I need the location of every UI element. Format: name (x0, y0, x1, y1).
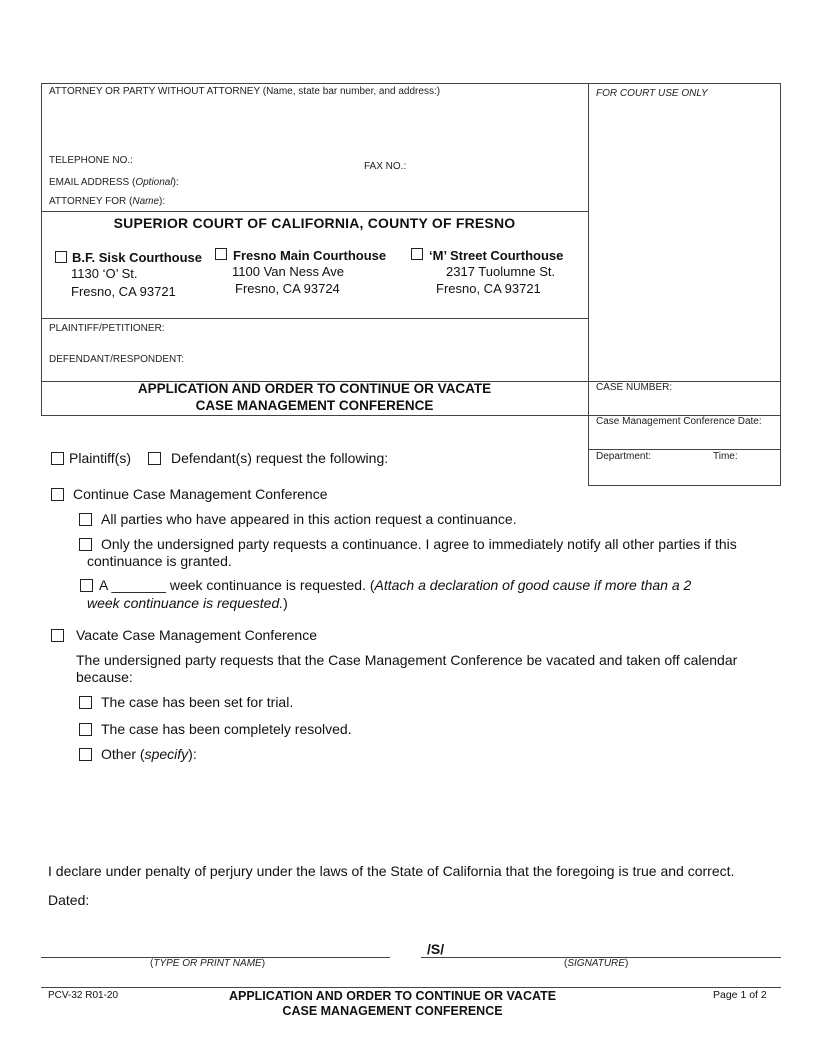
undersigned-party-label-line2: continuance is granted. (87, 553, 232, 569)
attorney-label: ATTORNEY OR PARTY WITHOUT ATTORNEY (Name, state bar number, and address:) (49, 86, 441, 97)
header-top-border (41, 83, 781, 84)
courthouse-main-address2: Fresno, CA 93724 (235, 281, 340, 296)
declaration-text: I declare under penalty of perjury under the laws of the State of California that the foregoing is true and correct. (48, 863, 735, 879)
other-checkbox[interactable] (79, 748, 92, 761)
case-box-mid-border (588, 449, 781, 450)
case-number-label: CASE NUMBER: (596, 382, 673, 393)
plaintiffs-label: Plaintiff(s) (69, 450, 131, 466)
header-divider-vertical (588, 83, 589, 416)
other-label: Other (specify): (101, 746, 197, 762)
time-label: Time: (713, 451, 738, 462)
all-parties-label: All parties who have appeared in this action request a continuance. (101, 511, 517, 527)
continue-cmc-label: Continue Case Management Conference (73, 486, 328, 502)
page-number: Page 1 of 2 (713, 989, 767, 1001)
form-title-line2: CASE MANAGEMENT CONFERENCE (195, 398, 434, 413)
header-left-border (41, 83, 42, 416)
case-box-left-border (588, 415, 589, 486)
continue-cmc-checkbox[interactable] (51, 488, 64, 501)
undersigned-party-label-line1: Only the undersigned party requests a continuance. I agree to immediately notify all other parties if this (101, 536, 737, 552)
footer-title-line1: APPLICATION AND ORDER TO CONTINUE OR VACATE (228, 989, 557, 1003)
court-use-label: FOR COURT USE ONLY (596, 88, 708, 99)
header-right-border (780, 83, 781, 486)
set-for-trial-checkbox[interactable] (79, 696, 92, 709)
department-label: Department: (596, 451, 652, 462)
vacate-desc-line2: because: (76, 669, 133, 685)
email-label: EMAIL ADDRESS (Optional): (49, 177, 179, 188)
vacate-cmc-checkbox[interactable] (51, 629, 64, 642)
fax-label: FAX NO.: (364, 161, 407, 172)
signature-caption: (SIGNATURE) (564, 958, 629, 969)
courthouse-sisk-address1: 1130 ‘O’ St. (71, 266, 138, 281)
courthouse-mstreet-address2: Fresno, CA 93721 (436, 281, 541, 296)
court-section-top-border (41, 211, 588, 212)
courthouse-sisk-checkbox[interactable] (55, 251, 67, 263)
courthouse-mstreet-checkbox[interactable] (411, 248, 423, 260)
parties-section-top-border (41, 318, 588, 319)
defendants-checkbox[interactable] (148, 452, 161, 465)
all-parties-checkbox[interactable] (79, 513, 92, 526)
defendants-label: Defendant(s) request the following: (171, 450, 389, 466)
court-name: SUPERIOR COURT OF CALIFORNIA, COUNTY OF FRESNO (113, 215, 516, 231)
attorney-for-label: ATTORNEY FOR (Name): (49, 196, 166, 207)
courthouse-sisk-name: B.F. Sisk Courthouse (72, 250, 203, 265)
case-box-bottom-border (588, 485, 781, 486)
week-continuance-checkbox[interactable] (80, 579, 93, 592)
vacate-cmc-label: Vacate Case Management Conference (76, 627, 317, 643)
vacate-desc-line1: The undersigned party requests that the Case Management Conference be vacated and taken off calendar (76, 652, 738, 668)
form-number: PCV-32 R01-20 (48, 990, 119, 1001)
set-for-trial-label: The case has been set for trial. (101, 694, 294, 710)
cmc-date-label: Case Management Conference Date: (596, 416, 762, 427)
dated-label: Dated: (48, 892, 90, 908)
plaintiff-label: PLAINTIFF/PETITIONER: (49, 323, 165, 334)
resolved-label: The case has been completely resolved. (101, 721, 352, 737)
courthouse-main-name: Fresno Main Courthouse (233, 248, 387, 263)
resolved-checkbox[interactable] (79, 723, 92, 736)
week-continuance-line1: A _______ week continuance is requested. (Attach a declaration of good cause if more than a 2 (99, 577, 692, 593)
courthouse-main-address1: 1100 Van Ness Ave (232, 264, 345, 279)
plaintiffs-checkbox[interactable] (51, 452, 64, 465)
courthouse-sisk-address2: Fresno, CA 93721 (71, 284, 176, 299)
courthouse-mstreet-address1: 2317 Tuolumne St. (446, 264, 556, 279)
courthouse-mstreet-name: ‘M’ Street Courthouse (429, 248, 564, 263)
courthouse-main-checkbox[interactable] (215, 248, 227, 260)
defendant-label: DEFENDANT/RESPONDENT: (49, 354, 185, 365)
name-caption: (TYPE OR PRINT NAME) (150, 958, 266, 969)
footer-title-line2: CASE MANAGEMENT CONFERENCE (282, 1004, 503, 1018)
form-title-line1: APPLICATION AND ORDER TO CONTINUE OR VACATE (137, 381, 492, 396)
footer-border (41, 987, 781, 988)
signature-value[interactable]: /S/ (427, 941, 445, 957)
telephone-label: TELEPHONE NO.: (49, 155, 133, 166)
week-continuance-line2: week continuance is requested.) (87, 595, 288, 611)
undersigned-party-checkbox[interactable] (79, 538, 92, 551)
